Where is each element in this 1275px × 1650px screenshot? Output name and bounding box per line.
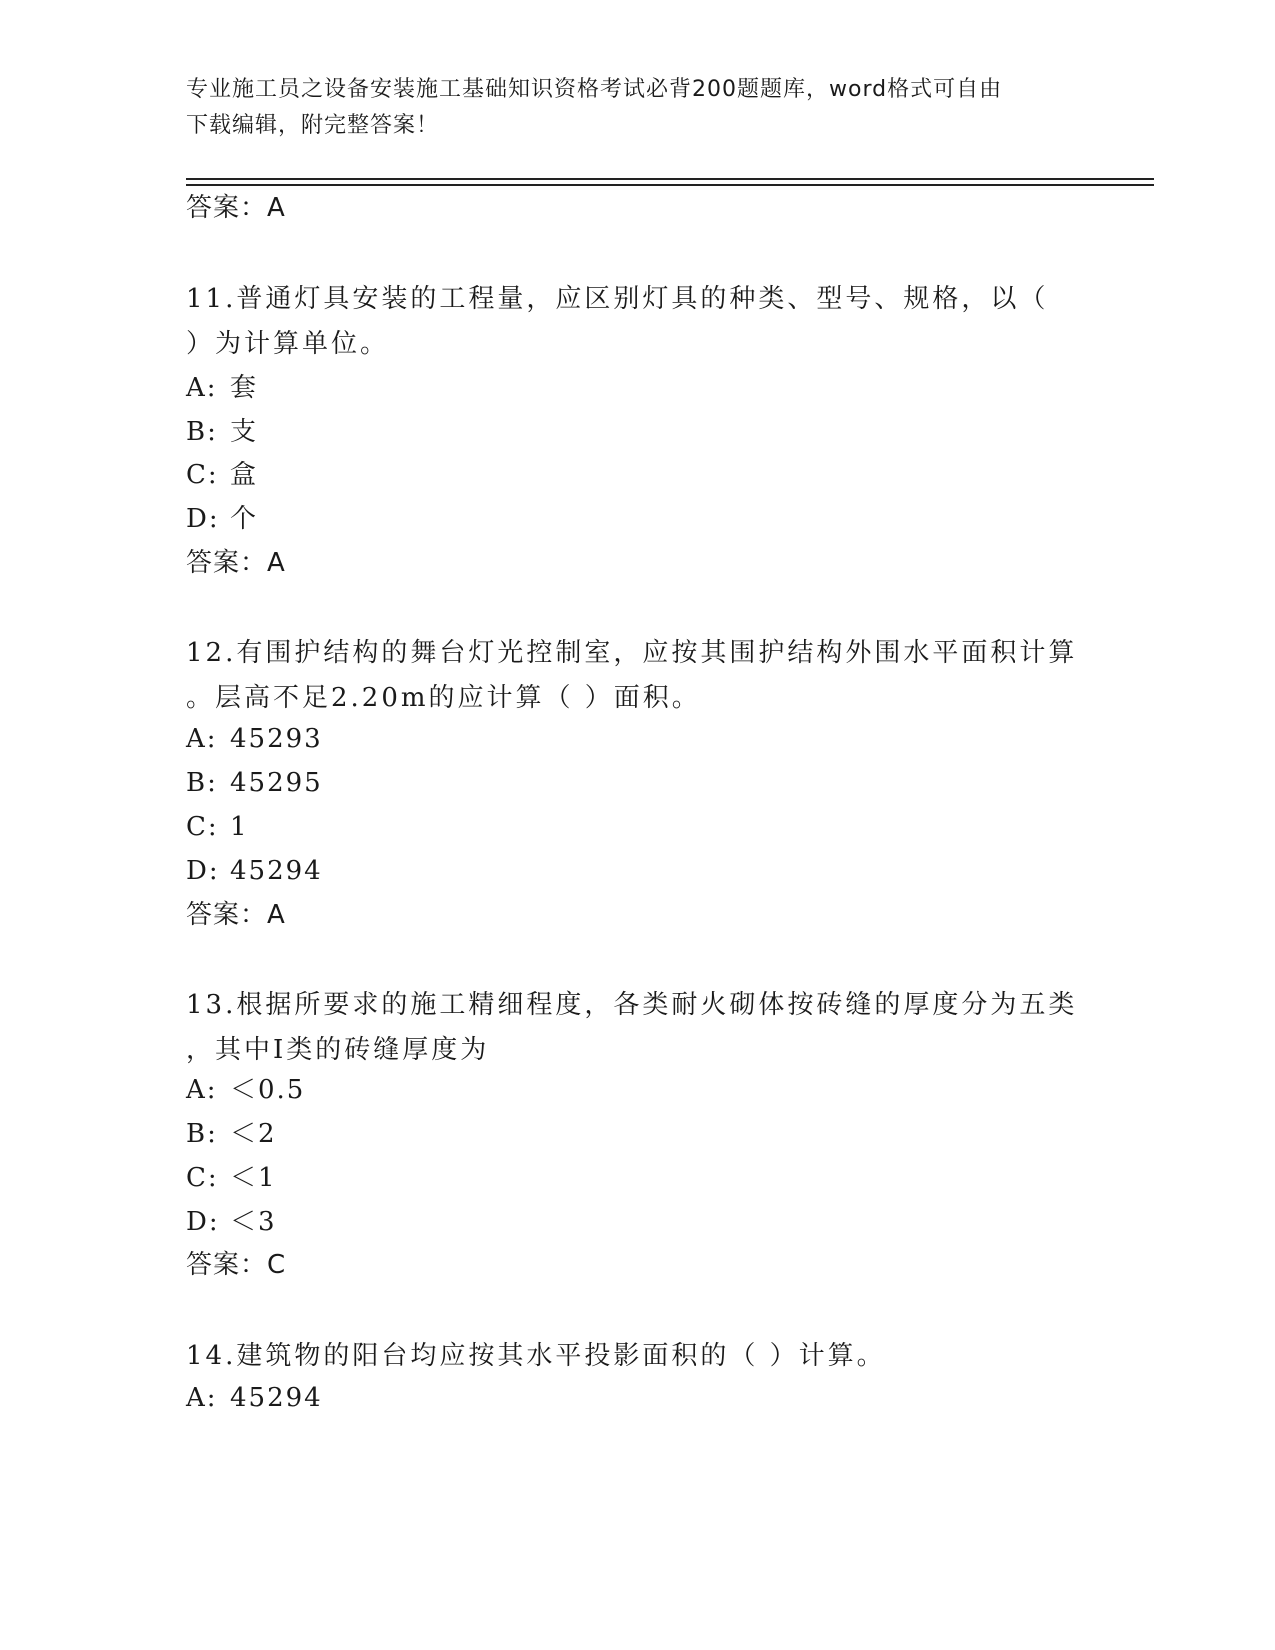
header-line-1: 专业施工员之设备安装施工基础知识资格考试必背200题题库，word格式可自由 xyxy=(186,77,1003,102)
option-label: A: xyxy=(186,724,218,754)
option-text: 个 xyxy=(230,504,259,534)
option-label: A: xyxy=(186,373,218,403)
option-label: C: xyxy=(186,812,219,842)
question-13-option-d xyxy=(186,1205,277,1239)
question-11-line-1: 11.普通灯具安装的工程量，应区别灯具的种类、型号、规格，以（ xyxy=(186,284,1049,314)
question-11-answer: 答案：A xyxy=(186,548,286,578)
option-label: B: xyxy=(186,768,218,798)
question-12-line-2: 。层高不足2.20m的应计算（ ）面积。 xyxy=(186,683,701,713)
question-13-option-b xyxy=(186,1117,277,1151)
option-text: 1 xyxy=(230,812,249,842)
question-11-line-2: ）为计算单位。 xyxy=(186,329,390,359)
question-11-option-a xyxy=(186,371,258,405)
question-13-line-1: 13.根据所要求的施工精细程度，各类耐火砌体按砖缝的厚度分为五类 xyxy=(186,990,1078,1020)
question-11-stem xyxy=(186,277,1086,367)
header-divider-bottom xyxy=(186,184,1154,186)
option-label: C: xyxy=(186,460,219,490)
option-text: ＜0.5 xyxy=(230,1075,306,1105)
question-11-option-b xyxy=(186,415,258,449)
option-label: D: xyxy=(186,856,220,886)
header-divider-top xyxy=(186,178,1154,180)
option-text: ＜1 xyxy=(230,1163,277,1193)
question-13-stem xyxy=(186,983,1086,1073)
option-text: 45294 xyxy=(230,1383,323,1413)
option-text: 盒 xyxy=(230,460,259,490)
question-13-line-2: ，其中Ⅰ类的砖缝厚度为 xyxy=(186,1035,490,1065)
option-text: 45295 xyxy=(230,768,323,798)
question-12-option-a xyxy=(186,722,323,756)
option-text: 套 xyxy=(230,373,259,403)
option-label: B: xyxy=(186,1119,218,1149)
header-line-2: 下载编辑，附完整答案！ xyxy=(186,113,440,138)
question-12-line-1: 12.有围护结构的舞台灯光控制室，应按其围护结构外围水平面积计算 xyxy=(186,638,1078,668)
option-text: ＜3 xyxy=(230,1207,277,1237)
option-label: B: xyxy=(186,417,218,447)
option-label: D: xyxy=(186,504,220,534)
question-12-stem xyxy=(186,631,1086,721)
question-12-option-b xyxy=(186,766,323,800)
question-12-option-c xyxy=(186,810,249,844)
question-13-option-a xyxy=(186,1073,305,1107)
question-12-option-d xyxy=(186,854,323,888)
document-header xyxy=(186,72,1066,144)
question-12-answer: 答案：A xyxy=(186,900,286,930)
option-label: D: xyxy=(186,1207,220,1237)
question-13-answer: 答案：C xyxy=(186,1250,287,1280)
question-14-option-a xyxy=(186,1381,323,1415)
option-label: C: xyxy=(186,1163,219,1193)
question-13-option-c xyxy=(186,1161,277,1195)
option-text: ＜2 xyxy=(230,1119,277,1149)
question-14-stem xyxy=(186,1334,1086,1379)
option-label: A: xyxy=(186,1075,218,1105)
question-11-option-c xyxy=(186,458,258,492)
answer-previous: 答案：A xyxy=(186,193,286,223)
option-label: A: xyxy=(186,1383,218,1413)
option-text: 45294 xyxy=(230,856,323,886)
option-text: 支 xyxy=(230,417,259,447)
question-11-option-d xyxy=(186,502,258,536)
option-text: 45293 xyxy=(230,724,323,754)
question-14-line-1: 14.建筑物的阳台均应按其水平投影面积的（ ）计算。 xyxy=(186,1341,886,1371)
